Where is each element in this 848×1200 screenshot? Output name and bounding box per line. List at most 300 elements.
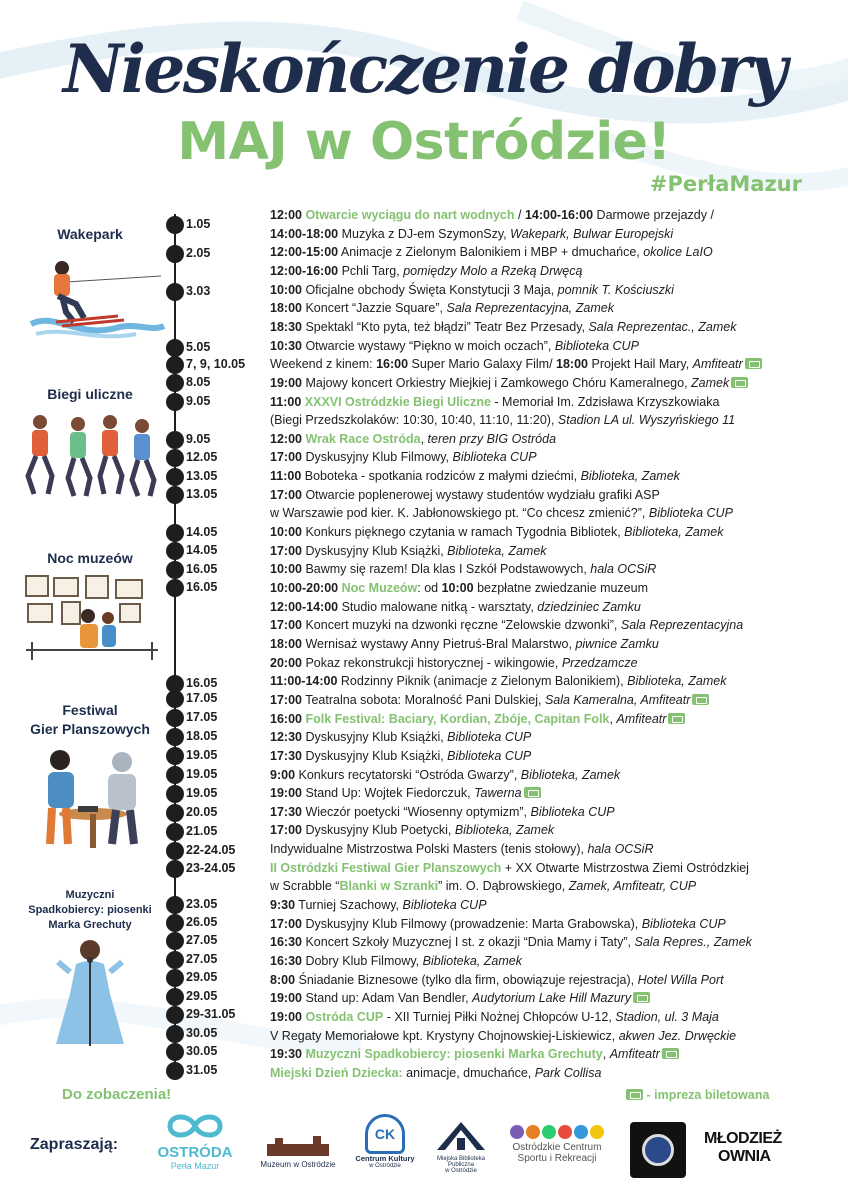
event-venue: Tawerna xyxy=(474,786,522,801)
event-text: Dyskusyjny Klub Książki, xyxy=(301,730,448,745)
ticket-icon xyxy=(668,713,685,724)
runners-illustration xyxy=(18,410,168,500)
event-time: 18:00 xyxy=(556,357,589,372)
event-venue: Amfiteatr xyxy=(609,1047,660,1062)
event-line xyxy=(270,432,556,446)
ticket-icon xyxy=(662,1048,679,1059)
event-line xyxy=(270,1010,719,1024)
event-date: 26.05 xyxy=(186,915,218,929)
event-line xyxy=(270,823,554,837)
event-time: 11:00 xyxy=(270,394,305,409)
event-time: 11:00 xyxy=(270,469,302,484)
event-line xyxy=(270,208,714,222)
footer-goodbye: Do zobaczenia! xyxy=(62,1086,172,1103)
event-highlight: Otwarcie wyciągu do nart wodnych xyxy=(305,208,515,222)
event-line xyxy=(270,1047,679,1061)
event-text: Muzyka z DJ-em SzymonSzy, xyxy=(338,226,511,241)
event-text: Konkurs recytatorski “Ostróda Gwarzy”, xyxy=(295,767,521,782)
event-text: Dyskusyjny Klub Poetycki, xyxy=(301,823,455,838)
event-time: 12:00-15:00 xyxy=(270,245,339,260)
timeline-dot xyxy=(166,804,184,822)
event-time: 17:30 xyxy=(270,804,302,819)
event-text: Pchli Targ, xyxy=(338,263,404,278)
timeline-dot xyxy=(166,468,184,486)
event-text: w Warszawie pod kier. K. Jabłonowskiego pt. “Co chcesz zmienić?”, xyxy=(270,506,649,521)
event-text: Wieczór poetycki “Wiosenny optymizm”, xyxy=(301,804,531,819)
event-time: 17:00 xyxy=(270,692,302,707)
event-time: 18:00 xyxy=(270,301,302,316)
timeline-dot xyxy=(166,766,184,784)
event-time: 16:00 xyxy=(376,357,409,372)
ticket-icon xyxy=(692,694,709,705)
timeline-dot xyxy=(166,1062,184,1080)
timeline-dot xyxy=(166,823,184,841)
event-line xyxy=(270,917,726,931)
event-date: 16.05 xyxy=(186,676,218,690)
timeline-dot xyxy=(166,1043,184,1061)
event-highlight: Wrak Race Ostróda xyxy=(305,431,421,446)
event-venue: Biblioteka, Zamek xyxy=(447,543,547,558)
event-highlight: II Ostródzki Festiwal Gier Planszowych xyxy=(270,860,502,875)
event-line xyxy=(270,320,736,334)
event-venue: Biblioteka, Zamek xyxy=(422,954,522,968)
event-date: 27.05 xyxy=(186,952,218,966)
event-date: 23.05 xyxy=(186,897,218,911)
event-line xyxy=(270,301,614,315)
event-line xyxy=(270,264,582,278)
event-time: 17:00 xyxy=(270,618,302,633)
event-date: 7, 9, 10.05 xyxy=(186,357,246,371)
event-text: Wernisaż wystawy Anny Pietruś-Bral Malarstwo, xyxy=(301,636,576,651)
event-time: 10:00-20:00 xyxy=(270,581,342,595)
event-time: 19:00 xyxy=(270,1009,306,1024)
event-text: Pokaz rekonstrukcji historycznej - wikingowie, xyxy=(301,655,562,670)
event-time: 12:00 xyxy=(270,431,306,446)
section-label-festiwal-1: Festiwal xyxy=(62,702,118,718)
event-date: 1.05 xyxy=(186,217,211,231)
event-highlight: XXXVI Ostródzkie Biegi Uliczne xyxy=(304,394,491,409)
event-line xyxy=(270,395,719,409)
event-highlight: Noc Muzeów xyxy=(341,581,418,595)
event-venue: Park Collisa xyxy=(534,1065,602,1080)
event-venue: Biblioteka CUP xyxy=(641,916,726,931)
mlodziez-logo-line1: MŁODZIEŻ xyxy=(704,1130,782,1147)
event-text: Rodzinny Piknik (animacje z Zielonym Balonikiem), xyxy=(337,674,628,689)
invite-label: Zapraszają: xyxy=(30,1136,119,1153)
event-venue: hala OCSiR xyxy=(590,562,657,577)
event-line xyxy=(270,488,660,502)
section-label-biegi: Biegi uliczne xyxy=(47,386,133,402)
event-venue: Biblioteka CUP xyxy=(648,506,733,521)
ticket-icon xyxy=(731,377,748,388)
event-line xyxy=(270,879,696,893)
event-text: w Scrabble “ xyxy=(270,879,340,894)
event-time: 17:00 xyxy=(270,916,302,931)
board-game-players-illustration xyxy=(38,744,148,854)
event-time: 10:00 xyxy=(270,282,302,297)
event-line xyxy=(270,898,487,912)
event-line xyxy=(270,469,680,483)
event-text: Darmowe przejazdy / xyxy=(593,208,714,222)
castle-icon xyxy=(263,1132,333,1158)
timeline-dot xyxy=(166,842,184,860)
timeline-dot xyxy=(166,216,184,234)
event-text: Otwarcie wystawy “Piękno w moich oczach”, xyxy=(301,338,555,353)
event-date: 13.05 xyxy=(186,469,218,483)
timeline-dot xyxy=(166,449,184,467)
event-line xyxy=(270,544,547,558)
event-time: 19:00 xyxy=(270,991,302,1006)
event-text: - Memoriał Im. Zdzisława Krzyszkowiaka xyxy=(490,394,720,409)
event-line xyxy=(270,674,726,688)
event-line xyxy=(270,693,709,707)
event-text: Oficjalne obchody Święta Konstytucji 3 Maja, xyxy=(301,282,558,297)
event-venue: Sala Kameralna, Amfiteatr xyxy=(544,692,691,707)
event-date: 19.05 xyxy=(186,748,218,762)
event-time: 12:30 xyxy=(270,730,302,745)
event-date: 31.05 xyxy=(186,1063,218,1077)
event-date: 18.05 xyxy=(186,729,218,743)
event-time: 17:00 xyxy=(270,450,302,465)
ticket-icon xyxy=(633,992,650,1003)
event-venue: Amfiteatr xyxy=(692,357,743,372)
ostroda-logo xyxy=(152,1110,238,1171)
event-date: 5.05 xyxy=(186,340,211,354)
biblioteka-logo xyxy=(426,1118,496,1174)
event-date: 17.05 xyxy=(186,710,218,724)
event-line xyxy=(270,991,650,1005)
event-date: 21.05 xyxy=(186,824,218,838)
event-text: Weekend z kinem: xyxy=(270,357,377,372)
event-text: / xyxy=(514,208,525,222)
timeline-dot xyxy=(166,728,184,746)
ticket-icon xyxy=(745,358,762,369)
mlodziez-logo-line2: OWNIA xyxy=(718,1148,771,1165)
event-line xyxy=(270,973,724,987)
event-text: Śniadanie Biznesowe (tylko dla firm, obowiązuje rejestracja), xyxy=(295,972,638,987)
event-venue: Stadion, ul. 3 Maja xyxy=(615,1009,719,1024)
event-time: 19:00 xyxy=(270,375,302,390)
event-line xyxy=(270,768,620,782)
event-text: Koncert “Jazzie Square”, xyxy=(301,301,447,316)
event-date: 14.05 xyxy=(186,543,218,557)
mlodziezownia-logo xyxy=(704,1130,794,1166)
event-venue: akwen Jez. Drwęckie xyxy=(618,1028,737,1043)
event-line xyxy=(270,618,743,632)
timeline-dot xyxy=(166,561,184,579)
event-venue: Biblioteka CUP xyxy=(452,450,537,465)
event-venue: teren przy BIG Ostróda xyxy=(427,431,557,446)
event-text: Otwarcie poplenerowej wystawy studentów wydziału grafiki ASP xyxy=(301,487,660,502)
event-time: 17:00 xyxy=(270,487,302,502)
timeline-dot xyxy=(166,374,184,392)
timeline-dot xyxy=(166,245,184,263)
event-highlight: Folk Festival: Baciary, Kordian, Zbóje, Capitan Folk xyxy=(305,711,610,726)
event-venue: pomnik T. Kościuszki xyxy=(557,282,674,297)
event-time: 9:30 xyxy=(270,898,296,913)
ticket-icon xyxy=(524,787,541,798)
timeline-dot xyxy=(166,709,184,727)
event-venue: Sala Reprezentacyjna, Zamek xyxy=(446,301,614,316)
event-time: 14:00-18:00 xyxy=(270,226,339,241)
event-venue: Zamek, Amfiteatr, CUP xyxy=(568,879,697,894)
ticket-legend xyxy=(624,1088,769,1102)
event-date: 2.05 xyxy=(186,246,211,260)
event-text: Dyskusyjny Klub Książki, xyxy=(301,543,448,558)
event-date: 23-24.05 xyxy=(186,861,236,875)
event-venue: Biblioteka, Zamek xyxy=(454,823,555,838)
event-venue: hala OCSiR xyxy=(587,842,654,857)
event-text: Animacje z Zielonym Balonikiem i MBP + dmuchańce, xyxy=(338,245,644,260)
event-time: 20:00 xyxy=(270,655,302,670)
event-line xyxy=(270,581,648,595)
event-date: 8.05 xyxy=(186,375,211,389)
event-time: 18:00 xyxy=(270,636,302,651)
museum-visitors-illustration xyxy=(22,572,162,664)
event-line xyxy=(270,954,522,968)
event-date: 3.03 xyxy=(186,284,211,298)
event-venue: Wakepark, Bulwar Europejski xyxy=(510,226,674,241)
event-venue: Biblioteka CUP xyxy=(447,730,532,745)
event-text: Majowy koncert Orkiestry Miejkiej i Zamkowego Chóru Kameralnego, xyxy=(301,375,692,390)
event-text: , xyxy=(420,431,428,446)
event-text: Konkurs pięknego czytania w ramach Tygodnia Bibliotek, xyxy=(301,525,625,540)
ocsir-logo xyxy=(502,1124,612,1164)
event-text: Koncert Szkoły Muzycznej I st. z okazji “Dnia Mamy i Taty”, xyxy=(301,935,635,950)
event-date: 16.05 xyxy=(186,562,218,576)
timeline-dot xyxy=(166,988,184,1006)
event-highlight: Ostróda CUP xyxy=(305,1009,384,1024)
event-time: 8:00 xyxy=(270,972,296,987)
sport-icons xyxy=(502,1124,612,1142)
event-time: 16:30 xyxy=(270,954,302,968)
timeline-dot xyxy=(166,579,184,597)
event-line xyxy=(270,786,541,800)
event-time: 19:00 xyxy=(270,786,302,801)
timeline-dot xyxy=(166,932,184,950)
event-line xyxy=(270,339,639,353)
event-time: 10:30 xyxy=(270,338,302,353)
timeline-dot xyxy=(166,486,184,504)
section-label-muz-1: Muzyczni xyxy=(65,889,115,901)
event-date: 30.05 xyxy=(186,1044,218,1058)
event-venue: pomiędzy Molo a Rzeką Drwęcą xyxy=(403,263,583,278)
event-line xyxy=(270,935,752,949)
event-line xyxy=(270,562,656,576)
event-date: 19.05 xyxy=(186,767,218,781)
event-venue: Biblioteka, Zamek xyxy=(627,674,727,689)
event-venue: dziedziniec Zamku xyxy=(537,599,641,614)
event-line xyxy=(270,413,735,427)
event-line xyxy=(270,730,531,744)
singer-illustration xyxy=(40,936,140,1048)
event-text: (Biegi Przedszkolaków: 10:30, 10:40, 11:10, 11:20), xyxy=(270,413,558,428)
event-text: , xyxy=(602,1047,610,1062)
event-text: Spektakl “Kto pyta, też błądzi” Teatr Bez Przesady, xyxy=(301,319,589,334)
event-date: 17.05 xyxy=(186,691,218,705)
event-venue: Sala Reprezentacyjna xyxy=(620,618,744,633)
event-venue: Biblioteka CUP xyxy=(554,338,639,353)
event-text: Stand Up: Wojtek Fiedorczuk, xyxy=(301,786,475,801)
event-venue: Hotel Willa Port xyxy=(637,972,724,987)
timeline-dot xyxy=(166,542,184,560)
event-date: 9.05 xyxy=(186,394,211,408)
ostroda-logo-name: OSTRÓDA xyxy=(157,1144,233,1161)
event-line xyxy=(270,712,685,726)
ocsir-logo-line2: Sportu i Rekreacji xyxy=(517,1153,597,1164)
event-date: 29.05 xyxy=(186,989,218,1003)
timeline-dot xyxy=(166,860,184,878)
event-line xyxy=(270,525,724,539)
event-text: Stand up: Adam Van Bendler, xyxy=(301,991,473,1006)
event-line xyxy=(270,600,641,614)
timeline-dot xyxy=(166,283,184,301)
event-time: 12:00 xyxy=(270,208,306,222)
event-venue: okolice LaIO xyxy=(643,245,713,260)
timeline-dot xyxy=(166,524,184,542)
event-text: ” im. O. Dąbrowskiego, xyxy=(438,879,569,894)
event-highlight: Blanki w Szranki xyxy=(339,879,439,894)
event-line xyxy=(270,842,653,856)
event-time: 16:30 xyxy=(270,935,302,950)
event-venue: Biblioteka CUP xyxy=(402,898,487,913)
timeline-dot xyxy=(166,431,184,449)
event-text: , xyxy=(609,711,617,726)
event-date: 16.05 xyxy=(186,580,218,594)
event-date: 14.05 xyxy=(186,525,218,539)
event-date: 29-31.05 xyxy=(186,1007,236,1021)
event-line xyxy=(270,283,674,297)
event-date: 13.05 xyxy=(186,487,218,501)
event-line xyxy=(270,245,713,259)
event-text: Dyskusyjny Klub Filmowy, xyxy=(301,450,453,465)
event-line xyxy=(270,749,531,763)
event-time: 17:00 xyxy=(270,543,302,558)
event-time: 17:30 xyxy=(270,748,302,763)
event-line xyxy=(270,506,733,520)
page-title: Nieskończenie dobry xyxy=(63,30,785,108)
event-venue: Audytorium Lake Hill Mazury xyxy=(472,991,632,1006)
event-time: 19:30 xyxy=(270,1047,306,1062)
event-date: 12.05 xyxy=(186,450,218,464)
event-venue: piwnice Zamku xyxy=(575,636,659,651)
timeline-dot xyxy=(166,1025,184,1043)
event-text: Dobry Klub Filmowy, xyxy=(301,954,423,968)
timeline-dot xyxy=(166,393,184,411)
event-time: 10:00 xyxy=(441,581,474,595)
event-line xyxy=(270,1029,736,1043)
muzeum-logo xyxy=(256,1132,340,1169)
section-label-muz-2: Spadkobiercy: piosenki xyxy=(28,904,152,916)
event-time: 14:00-16:00 xyxy=(524,208,594,222)
section-label-wakepark: Wakepark xyxy=(57,226,123,242)
partner-badge-logo xyxy=(630,1122,686,1178)
timeline-dot xyxy=(166,914,184,932)
ticket-icon xyxy=(626,1089,643,1100)
event-text: V Regaty Memoriałowe kpt. Krystyny Chojnowskiej-Liskiewicz, xyxy=(270,1028,619,1043)
ocsir-logo-line1: Ostródzkie Centrum xyxy=(512,1142,602,1153)
event-venue: Przedzamcze xyxy=(561,655,638,670)
event-text: Projekt Hail Mary, xyxy=(588,357,693,372)
event-time: 9:00 xyxy=(270,767,296,782)
event-text: - XII Turniej Piłki Nożnej Chłopców U-12, xyxy=(383,1009,616,1024)
event-text: Studio malowane nitką - warsztaty, xyxy=(338,599,538,614)
event-text: Indywidualne Mistrzostwa Polski Masters (tenis stołowy), xyxy=(270,842,588,857)
event-text: Super Mario Galaxy Film/ xyxy=(408,357,557,372)
event-venue: Sala Repres., Zamek xyxy=(634,935,752,950)
event-venue: Biblioteka, Zamek xyxy=(520,767,621,782)
event-text: Bawmy się razem! Dla klas I Szkół Podstawowych, xyxy=(301,562,591,577)
timeline-dot xyxy=(166,1006,184,1024)
event-venue: Amfiteatr xyxy=(616,711,667,726)
event-date: 20.05 xyxy=(186,805,218,819)
event-line xyxy=(270,656,638,670)
event-time: 16:00 xyxy=(270,711,306,726)
timeline-dot xyxy=(166,785,184,803)
timeline-dot xyxy=(166,951,184,969)
event-line xyxy=(270,357,762,371)
event-venue: Biblioteka, Zamek xyxy=(580,469,680,484)
page-subtitle: MAJ w Ostródzie! xyxy=(177,112,671,172)
centrum-kultury-logo xyxy=(354,1114,416,1169)
ck-logo-name: Centrum Kultury xyxy=(355,1154,415,1163)
event-venue: Sala Reprezentac., Zamek xyxy=(588,319,737,334)
event-time: 12:00-14:00 xyxy=(270,599,339,614)
event-date: 9.05 xyxy=(186,432,211,446)
event-text: Dyskusyjny Klub Filmowy (prowadzenie: Marta Grabowska), xyxy=(301,916,642,931)
event-text: Turniej Szachowy, xyxy=(295,898,403,913)
biblioteka-logo-name: Miejska Biblioteka Publiczna xyxy=(436,1156,486,1168)
timeline-dot xyxy=(166,969,184,987)
event-line xyxy=(270,1066,601,1080)
ck-logo-city: w Ostródzie xyxy=(369,1163,401,1169)
timeline-dot xyxy=(166,339,184,357)
infinity-icon xyxy=(160,1110,230,1142)
event-time: 11:00-14:00 xyxy=(270,674,338,689)
event-text: Teatralna sobota: Moralność Pani Dulskiej, xyxy=(301,692,545,707)
ck-logo-mark: CK xyxy=(365,1114,405,1154)
event-text: : od xyxy=(417,581,442,595)
timeline-dot xyxy=(166,896,184,914)
event-venue: Biblioteka CUP xyxy=(447,748,532,763)
event-date: 27.05 xyxy=(186,933,218,947)
water-skier-illustration xyxy=(26,252,166,344)
event-line xyxy=(270,637,659,651)
event-highlight: Muzyczni Spadkobiercy: piosenki Marka Grechuty xyxy=(305,1047,603,1062)
event-date: 22-24.05 xyxy=(186,843,236,857)
timeline-dot xyxy=(166,356,184,374)
hashtag: #PerłaMazur xyxy=(649,172,802,196)
event-date: 19.05 xyxy=(186,786,218,800)
event-text: Boboteka - spotkania rodziców z małymi dziećmi, xyxy=(301,469,581,484)
muzeum-logo-text: Muzeum w Ostródzie xyxy=(260,1160,336,1169)
event-date: 29.05 xyxy=(186,970,218,984)
biblioteka-logo-city: w Ostródzie xyxy=(445,1168,477,1174)
ostroda-logo-tagline: Perła Mazur xyxy=(170,1161,220,1171)
event-line xyxy=(270,805,615,819)
event-text: + XX Otwarte Mistrzostwa Ziemi Ostródzkiej xyxy=(501,860,749,875)
event-venue: Biblioteka CUP xyxy=(530,804,615,819)
event-venue: Zamek xyxy=(691,375,730,390)
section-label-festiwal-2: Gier Planszowych xyxy=(30,721,150,737)
ticket-legend-text: - impreza biletowana xyxy=(646,1088,770,1102)
event-text: animacje, dmuchańce, xyxy=(402,1065,535,1080)
section-label-noc: Noc muzeów xyxy=(47,550,133,566)
event-highlight: Miejski Dzień Dziecka: xyxy=(270,1065,403,1080)
event-text: Dyskusyjny Klub Książki, xyxy=(301,748,448,763)
event-date: 30.05 xyxy=(186,1026,218,1040)
event-time: 17:00 xyxy=(270,823,302,838)
